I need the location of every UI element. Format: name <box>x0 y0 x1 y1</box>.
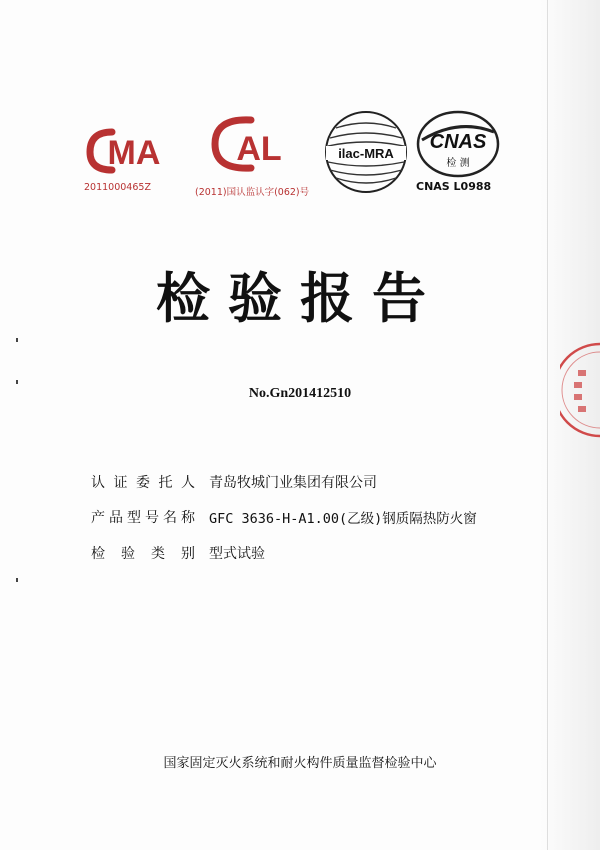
svg-text:检 测: 检 测 <box>446 158 470 169</box>
field-label-char: 托 <box>158 475 173 491</box>
field-label-char: 名 <box>163 510 177 526</box>
cnas-logo <box>412 110 504 193</box>
field-label-char: 类 <box>151 546 165 562</box>
page-title: 检验报告 <box>156 267 444 330</box>
svg-text:MA: MA <box>107 134 161 172</box>
field-label-char: 证 <box>113 475 128 491</box>
svg-text:CNAS: CNAS <box>429 131 487 153</box>
scan-mark <box>16 338 18 342</box>
field-label-char: 号 <box>145 510 159 526</box>
seal-stamp <box>560 340 600 444</box>
ilac-mra-logo <box>322 108 410 196</box>
svg-text:AL: AL <box>236 130 282 168</box>
field-label-char: 称 <box>181 510 195 526</box>
field-label-char: 验 <box>121 546 135 562</box>
scan-line <box>547 0 548 850</box>
cal-number: (2011)国认监认字(062)号 <box>195 187 310 198</box>
field-label-char: 委 <box>136 475 150 491</box>
issuer-name: 国家固定灭火系统和耐火构件质量监督检验中心 <box>163 756 437 771</box>
cma-mark-icon <box>82 118 174 178</box>
field-label-char: 型 <box>127 510 141 526</box>
field-label-char: 产 <box>91 510 105 526</box>
svg-text:ilac-MRA: ilac-MRA <box>338 146 394 161</box>
cal-mark-icon <box>203 112 293 176</box>
seal-icon <box>560 340 600 440</box>
field-label-char: 别 <box>181 546 195 562</box>
field-label-category <box>91 543 195 563</box>
field-label-char: 品 <box>109 510 123 526</box>
field-label-char: 人 <box>181 475 195 491</box>
field-label-product <box>91 507 195 527</box>
field-value-category: 型式试验 <box>209 546 265 562</box>
cma-number: 2011000465Z <box>84 182 151 193</box>
cal-logo <box>195 112 310 198</box>
field-value-product: GFC 3636-H-A1.00(乙级)钢质隔热防火窗 <box>209 511 477 527</box>
field-value-client: 青岛牧城门业集团有限公司 <box>209 475 377 491</box>
cnas-number: CNAS L0988 <box>416 180 492 193</box>
report-number: No.Gn201412510 <box>248 386 352 401</box>
cnas-mark-icon <box>412 110 504 182</box>
scan-mark <box>16 578 18 582</box>
ilac-globe-icon <box>322 108 410 196</box>
field-label-char: 认 <box>91 475 105 491</box>
field-label-client <box>91 472 195 492</box>
scan-mark <box>16 380 18 384</box>
field-label-char: 检 <box>91 546 105 562</box>
cma-logo <box>82 118 174 193</box>
